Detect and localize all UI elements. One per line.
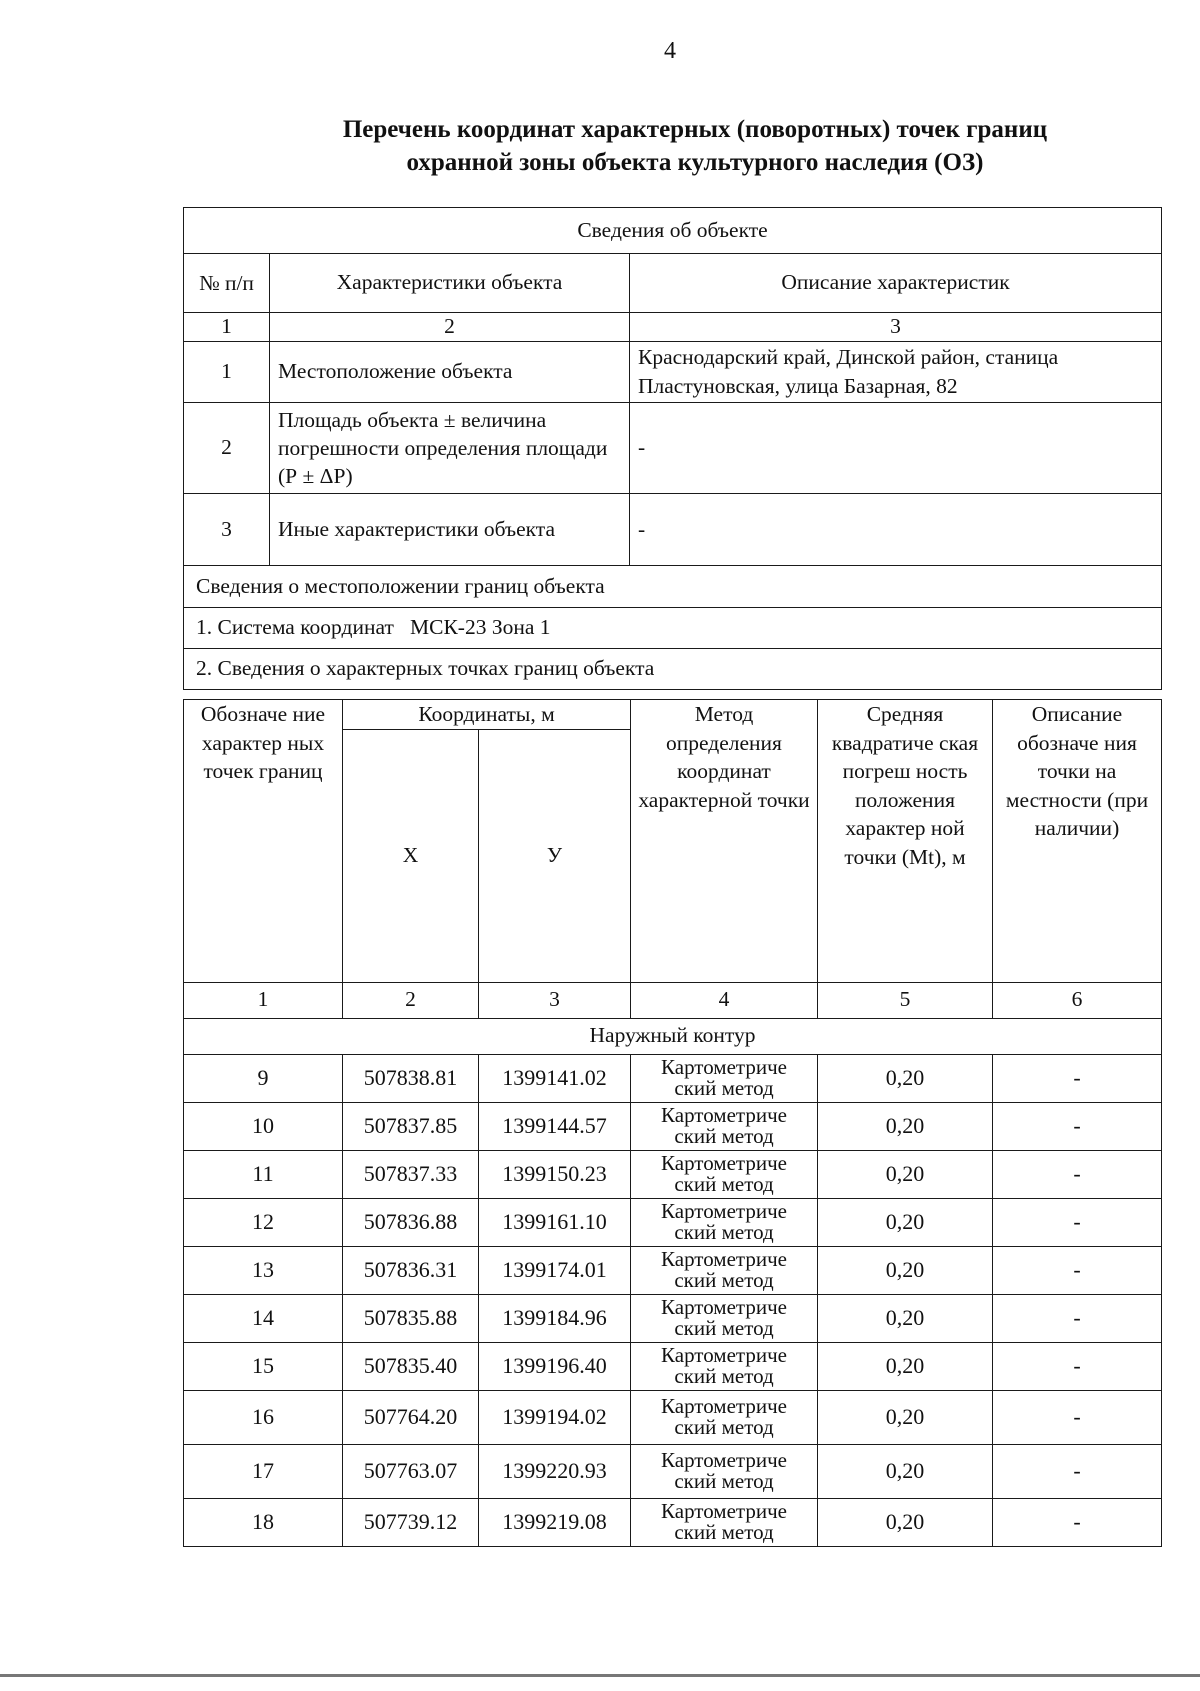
point-description: - xyxy=(993,1246,1162,1294)
point-description: - xyxy=(993,1444,1162,1498)
boundary-points-table xyxy=(183,699,1162,1547)
info-row-num: 1 xyxy=(184,342,270,403)
method-line-1: Картометриче xyxy=(661,1199,787,1223)
point-id: 17 xyxy=(184,1444,343,1498)
point-id: 9 xyxy=(184,1054,343,1102)
col-number-2: 2 xyxy=(343,982,479,1018)
point-error: 0,20 xyxy=(818,1498,993,1546)
point-id: 18 xyxy=(184,1498,343,1546)
point-x: 507764.20 xyxy=(343,1390,479,1444)
point-description: - xyxy=(993,1294,1162,1342)
method-line-1: Картометриче xyxy=(661,1055,787,1079)
method-line-2: ский метод xyxy=(674,1520,774,1544)
method-line-1: Картометриче xyxy=(661,1499,787,1523)
point-x: 507836.31 xyxy=(343,1246,479,1294)
method-line-1: Картометриче xyxy=(661,1343,787,1367)
document-title xyxy=(250,113,1140,179)
points-section-header: 2. Сведения о характерных точках границ объекта xyxy=(184,649,1162,690)
col-number-3: 3 xyxy=(630,313,1162,342)
method-line-2: ский метод xyxy=(674,1316,774,1340)
method-line-1: Картометриче xyxy=(661,1295,787,1319)
col-header-x: Х xyxy=(343,729,479,982)
point-y: 1399220.93 xyxy=(479,1444,631,1498)
point-description: - xyxy=(993,1390,1162,1444)
point-description: - xyxy=(993,1102,1162,1150)
col-header-y: У xyxy=(479,729,631,982)
point-y: 1399150.23 xyxy=(479,1150,631,1198)
object-info-table xyxy=(183,207,1162,690)
method-line-1: Картометриче xyxy=(661,1151,787,1175)
point-id: 15 xyxy=(184,1342,343,1390)
point-method xyxy=(631,1246,818,1294)
point-x: 507838.81 xyxy=(343,1054,479,1102)
point-error: 0,20 xyxy=(818,1198,993,1246)
table-row xyxy=(184,1150,1162,1198)
col-number-4: 4 xyxy=(631,982,818,1018)
col-header-description: Описание характеристик xyxy=(630,254,1162,313)
info-row-value: - xyxy=(630,403,1162,494)
point-x: 507739.12 xyxy=(343,1498,479,1546)
col-number-3: 3 xyxy=(479,982,631,1018)
table-row xyxy=(184,1198,1162,1246)
point-method xyxy=(631,1102,818,1150)
info-row xyxy=(184,403,1162,494)
point-y: 1399174.01 xyxy=(479,1246,631,1294)
coordinate-system: 1. Система координат МСК-23 Зона 1 xyxy=(184,608,1162,649)
point-y: 1399194.02 xyxy=(479,1390,631,1444)
col-number-1: 1 xyxy=(184,313,270,342)
point-error: 0,20 xyxy=(818,1246,993,1294)
point-x: 507837.85 xyxy=(343,1102,479,1150)
method-line-1: Картометриче xyxy=(661,1103,787,1127)
method-line-2: ский метод xyxy=(674,1469,774,1493)
col-header-coordinates: Координаты, м xyxy=(343,700,631,730)
point-description: - xyxy=(993,1198,1162,1246)
point-error: 0,20 xyxy=(818,1390,993,1444)
point-id: 16 xyxy=(184,1390,343,1444)
table-row xyxy=(184,1246,1162,1294)
table-row xyxy=(184,1102,1162,1150)
page-number: 4 xyxy=(664,38,676,64)
method-line-2: ский метод xyxy=(674,1076,774,1100)
point-x: 507835.88 xyxy=(343,1294,479,1342)
point-y: 1399196.40 xyxy=(479,1342,631,1390)
point-method xyxy=(631,1054,818,1102)
point-y: 1399161.10 xyxy=(479,1198,631,1246)
method-line-2: ский метод xyxy=(674,1415,774,1439)
table-row xyxy=(184,1444,1162,1498)
point-description: - xyxy=(993,1342,1162,1390)
location-info-header: Сведения о местоположении границ объекта xyxy=(184,566,1162,608)
method-line-1: Картометриче xyxy=(661,1247,787,1271)
col-number-2: 2 xyxy=(270,313,630,342)
col-number-5: 5 xyxy=(818,982,993,1018)
table-row xyxy=(184,1390,1162,1444)
bottom-rule xyxy=(0,1674,1200,1677)
point-method xyxy=(631,1342,818,1390)
point-method xyxy=(631,1444,818,1498)
object-info-header: Сведения об объекте xyxy=(184,208,1162,254)
info-row-value: Краснодарский край, Динской район, станица Пластуновская, улица Базарная, 82 xyxy=(630,342,1162,403)
info-row-num: 3 xyxy=(184,494,270,566)
point-error: 0,20 xyxy=(818,1054,993,1102)
point-description: - xyxy=(993,1054,1162,1102)
col-header-characteristics: Характеристики объекта xyxy=(270,254,630,313)
info-row xyxy=(184,342,1162,403)
method-line-1: Картометриче xyxy=(661,1448,787,1472)
point-y: 1399141.02 xyxy=(479,1054,631,1102)
method-line-2: ский метод xyxy=(674,1268,774,1292)
point-description: - xyxy=(993,1150,1162,1198)
table-row xyxy=(184,1294,1162,1342)
info-row-num: 2 xyxy=(184,403,270,494)
point-error: 0,20 xyxy=(818,1150,993,1198)
info-row xyxy=(184,494,1162,566)
method-line-2: ский метод xyxy=(674,1364,774,1388)
point-method xyxy=(631,1150,818,1198)
point-method xyxy=(631,1390,818,1444)
table-row xyxy=(184,1342,1162,1390)
method-line-2: ский метод xyxy=(674,1220,774,1244)
point-error: 0,20 xyxy=(818,1294,993,1342)
point-y: 1399184.96 xyxy=(479,1294,631,1342)
point-y: 1399144.57 xyxy=(479,1102,631,1150)
contour-label: Наружный контур xyxy=(184,1018,1162,1054)
info-row-name: Иные характеристики объекта xyxy=(270,494,630,566)
col-header-error: Средняя квадратиче ская погреш ность положения характер ной точки (Mt), м xyxy=(818,700,993,983)
method-line-2: ский метод xyxy=(674,1172,774,1196)
point-y: 1399219.08 xyxy=(479,1498,631,1546)
method-line-2: ский метод xyxy=(674,1124,774,1148)
point-method xyxy=(631,1198,818,1246)
title-line-2: охранной зоны объекта культурного наследия (ОЗ) xyxy=(406,149,984,176)
col-header-designation: Обозначе ние характер ных точек границ xyxy=(184,700,343,983)
point-method xyxy=(631,1294,818,1342)
point-x: 507837.33 xyxy=(343,1150,479,1198)
point-id: 11 xyxy=(184,1150,343,1198)
point-x: 507763.07 xyxy=(343,1444,479,1498)
points-body xyxy=(184,1054,1162,1546)
point-x: 507836.88 xyxy=(343,1198,479,1246)
title-line-1: Перечень координат характерных (поворотных) точек границ xyxy=(342,116,1048,143)
point-method xyxy=(631,1498,818,1546)
point-id: 13 xyxy=(184,1246,343,1294)
col-header-point-description: Описание обозначе ния точки на местности (при наличии) xyxy=(993,700,1162,983)
info-row-value: - xyxy=(630,494,1162,566)
point-error: 0,20 xyxy=(818,1102,993,1150)
point-id: 10 xyxy=(184,1102,343,1150)
point-id: 12 xyxy=(184,1198,343,1246)
point-x: 507835.40 xyxy=(343,1342,479,1390)
table-row xyxy=(184,1498,1162,1546)
point-id: 14 xyxy=(184,1294,343,1342)
col-number-6: 6 xyxy=(993,982,1162,1018)
point-description: - xyxy=(993,1498,1162,1546)
point-error: 0,20 xyxy=(818,1444,993,1498)
method-line-1: Картометриче xyxy=(661,1394,787,1418)
point-error: 0,20 xyxy=(818,1342,993,1390)
col-number-1: 1 xyxy=(184,982,343,1018)
info-row-name: Местоположение объекта xyxy=(270,342,630,403)
info-row-name: Площадь объекта ± величина погрешности определения площади (Р ± ΔР) xyxy=(270,403,630,494)
col-header-num: № п/п xyxy=(184,254,270,313)
col-header-method: Метод определения координат характерной точки xyxy=(631,700,818,983)
table-row xyxy=(184,1054,1162,1102)
